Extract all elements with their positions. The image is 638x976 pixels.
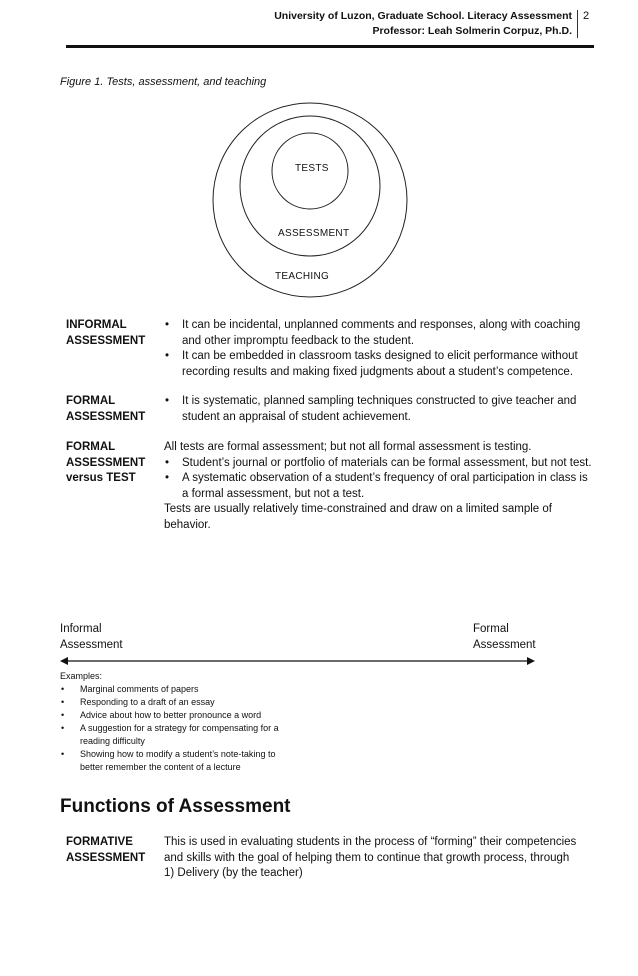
informal-assessment-description bbox=[164, 318, 594, 380]
section-heading: Functions of Assessment bbox=[60, 796, 291, 817]
formative-assessment-term: FORMATIVE ASSESSMENT bbox=[66, 836, 146, 864]
page-number: 2 bbox=[583, 10, 590, 22]
teaching-circle bbox=[213, 103, 407, 297]
tests-label: TESTS bbox=[295, 163, 329, 174]
teaching-label: TEACHING bbox=[275, 271, 330, 282]
formal-vs-test-closing: Tests are usually relatively time-constrained and draw on a limited sample of behavior. bbox=[164, 503, 552, 531]
formative-list-item: 1) Delivery (by the teacher) bbox=[164, 867, 303, 879]
assessment-label: ASSESSMENT bbox=[278, 228, 350, 239]
header-rule bbox=[66, 45, 594, 48]
diagram-svg bbox=[200, 100, 420, 300]
continuum-arrow bbox=[60, 654, 535, 668]
continuum-informal-label: Informal Assessment bbox=[60, 623, 123, 651]
examples-list bbox=[60, 670, 300, 774]
list-item: • It can be embedded in classroom tasks designed to elicit performance without recording results and making fixed judgments about a student’s competence. bbox=[164, 349, 594, 380]
figure-caption: Figure 1. Tests, assessment, and teaching bbox=[60, 76, 267, 88]
list-item: • It can be incidental, unplanned comments and responses, along with coaching and other impromptu feedback to the student. bbox=[164, 318, 594, 349]
list-item: • Responding to a draft of an essay bbox=[60, 696, 300, 709]
formal-assessment-term: FORMAL ASSESSMENT bbox=[66, 395, 146, 423]
list-item: • Showing how to modify a student’s note-taking to better remember the content of a lecture bbox=[60, 748, 300, 774]
concentric-diagram bbox=[200, 100, 420, 300]
running-header bbox=[274, 9, 572, 39]
formal-vs-test-intro: All tests are formal assessment; but not all formal assessment is testing. bbox=[164, 441, 532, 453]
examples-heading: Examples: bbox=[60, 671, 103, 681]
list-item: • Advice about how to better pronounce a word bbox=[60, 709, 300, 722]
formal-vs-test-description bbox=[164, 440, 594, 533]
header-line-1: University of Luzon, Graduate School. Literacy Assessment bbox=[274, 10, 572, 22]
informal-assessment-term: INFORMAL ASSESSMENT bbox=[66, 319, 146, 347]
formal-vs-test-term: FORMAL ASSESSMENT versus TEST bbox=[66, 441, 146, 484]
continuum-formal-label: Formal Assessment bbox=[473, 623, 536, 651]
list-item: • Student’s journal or portfolio of materials can be formal assessment, but not test. bbox=[164, 456, 594, 472]
list-item: • It is systematic, planned sampling techniques constructed to give teacher and student an appraisal of student achievement. bbox=[164, 394, 594, 425]
list-item: • A suggestion for a strategy for compensating for a reading difficulty bbox=[60, 722, 300, 748]
list-item: • A systematic observation of a student’s frequency of oral participation in class is a formal assessment, but not a test. bbox=[164, 471, 594, 502]
formal-assessment-description bbox=[164, 394, 594, 425]
formative-text: This is used in evaluating students in the process of “forming” their competencies and skills with the goal of helping them to continue that growth process, through bbox=[164, 836, 577, 864]
list-item: • Marginal comments of papers bbox=[60, 683, 300, 696]
header-divider bbox=[577, 10, 578, 38]
header-line-2: Professor: Leah Solmerin Corpuz, Ph.D. bbox=[372, 25, 572, 37]
formative-assessment-description bbox=[164, 835, 594, 882]
